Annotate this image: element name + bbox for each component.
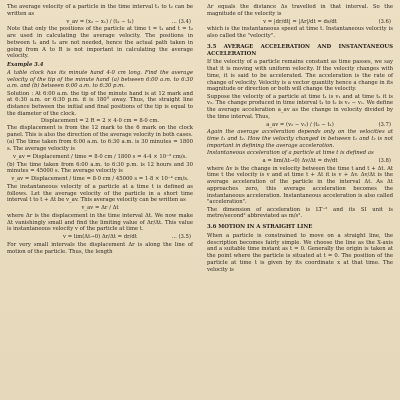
equation-3-6 xyxy=(207,19,393,26)
paragraph: (b) The time taken from 6:00 a.m. to 6:30 p.m. is 12 hours and 30 minutes = 45000 s. The average velocity is xyxy=(7,161,193,175)
equation-text: a_av = (v₂ − v₁) / (t₂ − t₁) xyxy=(266,121,334,128)
displacement-line: Displacement = 2 R = 2 × 4·0 cm = 8·0 cm. xyxy=(40,118,160,124)
equation-instantaneous xyxy=(7,205,193,212)
right-column xyxy=(207,4,393,274)
paragraph: where Δr is the displacement in the time interval Δt. We now make Δt vanishingly small and find the limiting value of Δr/Δt. This value is instantaneous velocity v of the particle at time t. xyxy=(7,212,193,233)
paragraph: Instantaneous acceleration of a particle at time t is defined as xyxy=(207,150,374,156)
section-heading-3-5: 3.5 AVERAGE ACCELERATION AND INSTANTANEOUS ACCELERATION xyxy=(207,43,393,57)
paragraph: For very small intervals the displacement Δr is along the line of motion of the particle. Thus, the length xyxy=(7,241,193,255)
paragraph: Δr equals the distance Δs travelled in that interval. So the magnitude of the velocity is xyxy=(207,4,393,17)
paragraph: where Δv is the change in velocity between the time t and t + Δt. At time t the velocity is v and at time t + Δt it is v + Δv. Δv/Δt is the average acceleration of the particle in the interval Δt. As Δt approaches zero, this average acceleration becomes the instantaneous acceleration. Instantaneous acceleration is also called "acceleration". xyxy=(207,165,393,206)
equation-text: v = lim(Δt→0) Δr/Δt = dr/dt xyxy=(63,234,137,240)
equation-number: (3.6) xyxy=(378,18,391,25)
equation-3-4 xyxy=(7,19,193,26)
equation-b xyxy=(7,176,193,183)
paragraph: The dimension of acceleration is LT⁻² and its SI unit is metre/second² abbreviated as m/s². xyxy=(207,206,393,220)
paragraph: The instantaneous velocity of a particle at a time t is defined as follows. Let the average velocity of the particle in a short time interval t to t + Δt be v_av. This average velocity can be written as xyxy=(7,183,193,204)
equation-text: v_av = Displacement / time = 8·0 cm / 1800 s = 4·4 × 10⁻³ cm/s. xyxy=(13,153,187,160)
paragraph: which is the instantaneous speed at time t. Instantaneous velocity is also called the "velocity". xyxy=(207,26,393,39)
paragraph: Suppose the velocity of a particle at time t₁ is v₁ and at time t₂ it is v₂. The change produced in time interval t₁ to t₂ is v₂ − v₁. We define the average acceleration a_av as the change in velocity divided by the time interval. Thus, xyxy=(207,93,393,120)
paragraph: If the velocity of a particle remains constant as time passes, we say that it is moving with uniform velocity. If the velocity changes with time, it is said to be accelerated. The acceleration is the rate of change of velocity. Velocity is a vector quantity hence a change in its magnitude or direction or both will change the velocity. xyxy=(207,59,393,93)
paragraph: The displacement is from the 12 mark to the 6 mark on the clock panel. This is also the direction of the average velocity in both cases. xyxy=(7,125,193,138)
example-text: A table clock has its minute hand 4·0 cm long. Find the average velocity of the tip of the minute hand (a) between 6:00 a.m. to 6:30 a.m. and (b) between 6:00 a.m. to 6:30 p.m. xyxy=(7,69,193,90)
example-title: Example 3.4 xyxy=(7,62,44,68)
equation-text: v_av = (x₂ − x₁) / (t₂ − t₁) xyxy=(66,18,134,25)
paragraph: The average velocity of a particle in the time interval t₁ to t₂ can be written as xyxy=(7,4,193,17)
equation-3-8 xyxy=(207,158,393,165)
paragraph: Again the average acceleration depends only on the velocities at time t₁ and t₂. How the velocity changed in between t₁ and t₂ is not important in defining the average acceleration. xyxy=(207,129,393,149)
equation-text: v_av = Δr / Δt xyxy=(81,205,119,211)
equation-text: v = |dr/dt| = |Δr|/dt = ds/dt xyxy=(263,18,337,25)
paragraph: Note that only the positions of the particle at time t = t₁ and t = t₂ are used in calculating the average velocity. The positions in between t₁ and t₂ are not needed, hence the actual path taken in going from A to B is not important in calculating the average velocity. xyxy=(7,26,193,60)
equation-text: v_av = Displacement / time = 8·0 cm / 45000 s = 1·8 × 10⁻⁴ cm/s. xyxy=(11,176,189,182)
equation-number: (3.8) xyxy=(378,157,391,164)
paragraph: (a) The time taken from 6:00 a.m. to 6:30 a.m. is 30 minutes = 1800 s. The average velocity is xyxy=(7,139,193,152)
equation-number: ... (3.4) xyxy=(171,18,191,25)
left-column xyxy=(7,4,193,256)
equation-number: (3.7) xyxy=(378,121,391,128)
solution-text: Solution : At 6:00 a.m. the tip of the minute hand is at 12 mark and at 6:30 a.m. or 6:30 p.m. it is 180° away. Thus, the straight line distance between the initial and final positions of the tip is equal to the diameter of the clock. xyxy=(7,90,193,117)
equation-text: a = lim(Δt→0) Δv/Δt = dv/dt xyxy=(262,157,338,164)
equation-number: ... (3.5) xyxy=(171,234,191,240)
paragraph: When a particle is constrained to move on a straight line, the description becomes fairly simple. We choose the line as the X-axis and a suitable time instant as t = 0. Generally the origin is taken at the point where the particle is situated at t = 0. The position of the particle at time t is given by its coordinate x at that time. The velocity is xyxy=(207,232,393,273)
equation-a xyxy=(7,154,193,161)
equation-3-7 xyxy=(207,122,393,129)
section-heading-3-6: 3.6 MOTION IN A STRAIGHT LINE xyxy=(207,224,313,230)
equation-3-5 xyxy=(7,234,193,241)
